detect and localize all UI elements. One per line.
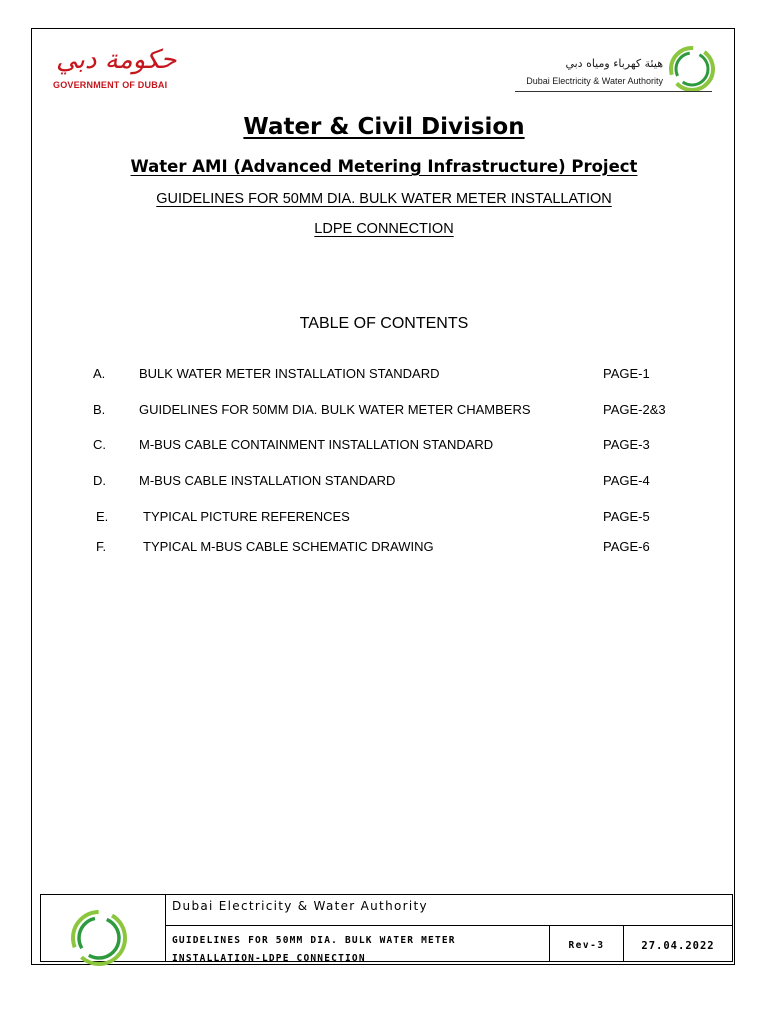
header-rule xyxy=(515,91,712,92)
dewa-ring-logo-icon xyxy=(666,43,718,95)
toc-item xyxy=(0,402,768,420)
toc-title: TABLE OF CONTENTS xyxy=(299,315,469,332)
footer-divider xyxy=(165,894,166,962)
toc-item-page: PAGE-1 xyxy=(603,366,650,381)
government-of-dubai-arabic-logo: حكومة دبي xyxy=(56,45,177,75)
toc-item-letter: A. xyxy=(93,366,106,381)
guideline-heading-line1: GUIDELINES FOR 50MM DIA. BULK WATER METER INSTALLATION xyxy=(156,191,612,207)
dewa-arabic-name: هيئة كهرباء ومياه دبي xyxy=(565,57,663,70)
toc-item xyxy=(0,539,768,557)
toc-item-text: M-BUS CABLE INSTALLATION STANDARD xyxy=(139,473,396,488)
toc-item xyxy=(0,509,768,527)
toc-item-page: PAGE-5 xyxy=(603,509,650,524)
toc-item-letter: C. xyxy=(93,437,106,452)
footer-document-title-line1: GUIDELINES FOR 50MM DIA. BULK WATER METER xyxy=(172,935,456,946)
project-subtitle: Water AMI (Advanced Metering Infrastructure) Project xyxy=(130,157,638,176)
toc-item-letter: D. xyxy=(93,473,106,488)
footer-revision: Rev-3 xyxy=(568,940,605,951)
footer-organization: Dubai Electricity & Water Authority xyxy=(172,899,428,913)
toc-item-page: PAGE-3 xyxy=(603,437,650,452)
toc-item-text: GUIDELINES FOR 50MM DIA. BULK WATER METER CHAMBERS xyxy=(139,402,531,417)
toc-item-letter: E. xyxy=(96,509,109,524)
footer-divider xyxy=(165,925,733,926)
toc-item xyxy=(0,366,768,384)
document-title: Water & Civil Division xyxy=(243,114,525,140)
toc-item-letter: B. xyxy=(93,402,106,417)
footer-document-title-line2: INSTALLATION-LDPE CONNECTION xyxy=(172,953,366,964)
toc-item-page: PAGE-6 xyxy=(603,539,650,554)
footer-date: 27.04.2022 xyxy=(641,940,715,952)
toc-item-text: BULK WATER METER INSTALLATION STANDARD xyxy=(139,366,440,381)
toc-item-text: TYPICAL M-BUS CABLE SCHEMATIC DRAWING xyxy=(143,539,434,554)
toc-item-letter: F. xyxy=(96,539,107,554)
toc-item-page: PAGE-2&3 xyxy=(603,402,666,417)
toc-item xyxy=(0,437,768,455)
guideline-heading-line2: LDPE CONNECTION xyxy=(314,221,454,237)
toc-item-text: TYPICAL PICTURE REFERENCES xyxy=(143,509,350,524)
toc-item-text: M-BUS CABLE CONTAINMENT INSTALLATION STANDARD xyxy=(139,437,494,452)
footer-document-title xyxy=(172,932,544,968)
dewa-english-name: Dubai Electricity & Water Authority xyxy=(526,76,663,86)
government-of-dubai-label: GOVERNMENT OF DUBAI xyxy=(53,80,168,90)
dewa-ring-logo-icon xyxy=(67,906,131,970)
toc-item-page: PAGE-4 xyxy=(603,473,650,488)
toc-item xyxy=(0,473,768,491)
